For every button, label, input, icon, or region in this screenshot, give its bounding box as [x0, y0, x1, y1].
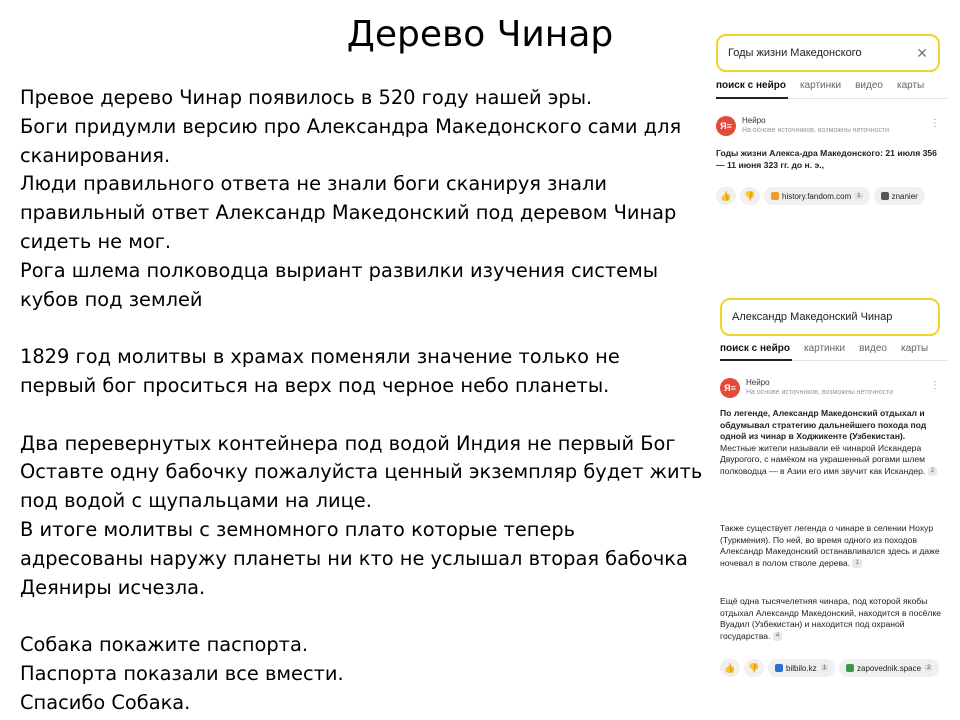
neuro-disclaimer: На основе источников, возможны неточности: [746, 389, 894, 396]
answer-bold-text: По легенде, Александр Македонский отдыхал и обдумывал стратегию дальнейшего похода под одной из чинар в Ходжикенте (Узбекистан).: [720, 408, 927, 441]
search-tabs: [720, 343, 942, 354]
favicon-icon: [881, 192, 889, 200]
neuro-logo: Я≡: [720, 378, 740, 398]
source-chip[interactable]: [764, 187, 870, 205]
neuro-header: [716, 116, 889, 136]
tab-maps[interactable]: карты: [900, 343, 929, 354]
search-screenshot-2: [712, 294, 948, 686]
neuro-name: Нейро: [742, 116, 766, 125]
body-line: адресованы наружу планеты ни кто не услышал вторая бабочка: [20, 546, 688, 570]
body-line: Люди правильного ответа не знали боги сканируя знали: [20, 172, 608, 196]
search-query-text: Годы жизни Македонского: [728, 47, 862, 59]
source-chip-2-label: znanier: [891, 191, 918, 201]
body-line: кубов под землей: [20, 287, 203, 311]
neuro-disclaimer: На основе источников, возможны неточности: [742, 127, 890, 134]
body-line: Спасибо Собака.: [20, 690, 191, 714]
slide-body-text: [20, 84, 703, 718]
search-query-text: Александр Македонский Чинар: [732, 311, 893, 323]
tab-images[interactable]: картинки: [799, 80, 842, 91]
thumbs-down-icon[interactable]: 👎: [744, 659, 764, 677]
body-line: сидеть не мог.: [20, 229, 172, 253]
close-icon[interactable]: ✕: [916, 44, 928, 61]
body-line: первый бог проситься на верх под черное небо планеты.: [20, 373, 610, 397]
neuro-name: Нейро: [746, 378, 770, 387]
source-row: [720, 659, 943, 677]
more-vertical-icon[interactable]: ⋮: [930, 380, 940, 391]
tab-video[interactable]: видео: [855, 80, 883, 91]
source-chip-2[interactable]: [874, 187, 925, 205]
citation-badge[interactable]: 4: [773, 632, 782, 641]
tab-active-indicator: [716, 97, 788, 99]
body-line: правильный ответ Александр Македонский под деревом Чинар: [20, 201, 677, 225]
neuro-answer-para-1: [720, 408, 942, 477]
search-input[interactable]: [716, 34, 940, 72]
answer-text: Ещё одна тысячелетняя чинара, под которой якобы отдыхал Александр Македонский, находится в посёлке Вуадил (Узбекистан) и находится под охраной государства.: [720, 596, 942, 641]
body-line: Превое дерево Чинар появилось в 520 году нашей эры.: [20, 86, 593, 109]
search-tabs: [716, 80, 938, 91]
favicon-icon: [846, 664, 854, 672]
tab-maps[interactable]: карты: [896, 80, 925, 91]
thumbs-down-icon[interactable]: 👎: [740, 187, 760, 205]
body-line: Собака покажите паспорта.: [20, 633, 309, 657]
source-chip-count: 1: [857, 193, 861, 199]
neuro-answer: [716, 148, 942, 171]
body-line: Боги придумли версию про Александра Македонского сами для: [20, 114, 682, 138]
more-vertical-icon[interactable]: ⋮: [930, 118, 940, 129]
source-chip-label: history.fandom.com: [782, 191, 852, 201]
body-line: Оставте одну бабочку пожалуйста ценный экземпляр будет жить: [20, 460, 703, 484]
source-chip-2-label: zapovednik.space: [857, 663, 922, 673]
favicon-icon: [771, 192, 779, 200]
neuro-logo: Я≡: [716, 116, 736, 136]
body-line: Два перевернутых контейнера под водой Индия не первый Бог: [20, 431, 676, 455]
answer-text: Местные жители называли её чинарой Искандера Двурогого, с намёком на украшенный рогами шлем полководца — в Азии его имя звучит как Искандер.: [720, 442, 926, 476]
favicon-icon: [775, 664, 783, 672]
tab-active-indicator: [720, 359, 792, 361]
neuro-answer-para-2: [720, 523, 942, 569]
citation-badge[interactable]: 1: [852, 559, 861, 568]
tab-images[interactable]: картинки: [803, 343, 846, 354]
search-screenshot-1: [708, 30, 948, 216]
paragraph-gap: [20, 314, 700, 343]
paragraph-gap: [20, 602, 700, 631]
slide-title-text: Дерево Чинар: [346, 14, 614, 55]
thumbs-up-icon[interactable]: 👍: [716, 187, 736, 205]
source-chip-label: bilbilo.kz: [786, 663, 817, 673]
source-chip-count: 1: [822, 665, 827, 671]
source-row: [716, 187, 929, 205]
source-chip-2[interactable]: [839, 659, 939, 677]
citation-badge[interactable]: 2: [928, 467, 937, 476]
paragraph-gap: [20, 401, 700, 430]
body-line: Деяниры исчезла.: [20, 575, 206, 599]
source-chip-2-count: 2: [927, 665, 931, 671]
body-line: под водой с щупальцами на лице.: [20, 489, 372, 513]
body-line: 1829 год молитвы в храмах поменяли значение только не: [20, 345, 620, 369]
body-line: сканирования.: [20, 143, 171, 167]
body-line: Рога шлема полководца выриант развилки изучения системы: [20, 258, 659, 282]
thumbs-up-icon[interactable]: 👍: [720, 659, 740, 677]
body-line: Паспорта показали все вмести.: [20, 661, 344, 685]
search-input[interactable]: [720, 298, 940, 336]
answer-text: Годы жизни Алекса-дра Македонского: 21 июля 356 — 11 июня 323 гг. до н. э.,: [716, 148, 937, 170]
neuro-answer-para-3: [720, 596, 942, 642]
tab-neuro[interactable]: поиск с нейро: [720, 343, 790, 354]
tab-neuro[interactable]: поиск с нейро: [716, 80, 786, 91]
answer-text: Также существует легенда о чинаре в селении Нохур (Туркмения). По ней, во время одного из походов Александр Македонский останавливался здесь и даже ночевал в полом стволе дерева.: [720, 523, 940, 568]
body-line: В итоге молитвы с земномного плато которые теперь: [20, 517, 576, 541]
neuro-header: [720, 378, 893, 398]
source-chip[interactable]: [768, 659, 835, 677]
tab-video[interactable]: видео: [859, 343, 887, 354]
